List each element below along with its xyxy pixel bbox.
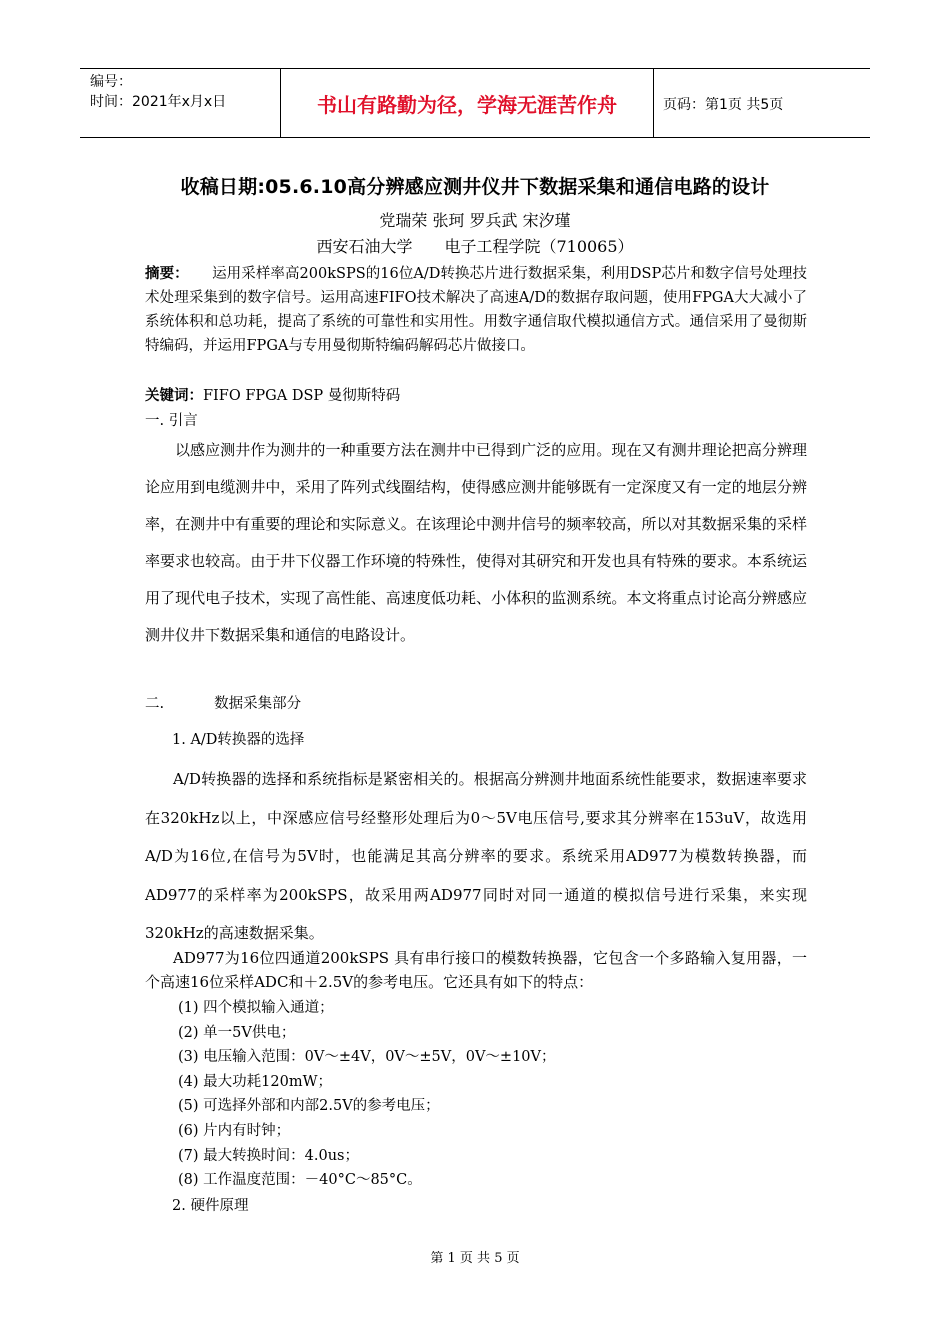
keywords-text: FIFO FPGA DSP 曼彻斯特码: [203, 388, 401, 404]
document-header: [80, 68, 870, 138]
subsection1-heading: 1. A/D转换器的选择: [172, 732, 305, 748]
page-footer: 第 1 页 共 5 页: [430, 1251, 520, 1266]
subsection2-heading: 2. 硬件原理: [172, 1198, 249, 1214]
keywords-label: 关键词：: [145, 388, 203, 404]
list-item: (8) 工作温度范围：－40°C～85°C。: [178, 1172, 422, 1189]
section2-title: 数据采集部分: [214, 696, 302, 712]
authors: 党瑞荣 张珂 罗兵武 宋汐瑾: [379, 211, 571, 230]
page-indicator: 页码：第1页 共5页: [663, 97, 784, 113]
list-item: (1) 四个模拟输入通道；: [178, 1000, 334, 1016]
ad-selection-paragraph: A/D转换器的选择和系统指标是紧密相关的。根据高分辨测井地面系统性能要求，数据速率要求在320kHz以上，中深感应信号经整形处理后为0～5V电压信号,要求其分辨率在153uV，故选用A/D为16位,在信号为5V时，也能满足其高分辨率的要求。系统采用AD977为模数转换器，而AD977的采样率为200kSPS，故采用两AD977同时对同一通道的模拟信号进行采集，来实现320kHz的高速数据采集。: [145, 770, 807, 942]
section2-heading: [145, 694, 807, 714]
abstract-text: 运用采样率高200kSPS的16位A/D转换芯片进行数据采集，利用DSP芯片和数字信号处理技术处理采集到的数字信号。运用高速FIFO技术解决了高速A/D的数据存取问题，使用FPGA大大减小了系统体积和总功耗，提高了系统的可靠性和实用性。用数字通信取代模拟通信方式。通信采用了曼彻斯特编码，并运用FPGA与专用曼彻斯特编码解码芯片做接口。: [145, 266, 808, 354]
feature-list: [178, 996, 840, 1193]
abstract-label: 摘要：: [145, 266, 189, 282]
ad977-intro-paragraph: AD977为16位四通道200kSPS 具有串行接口的模数转换器，它包含一个多路输入复用器，一个高速16位采样ADC和＋2.5V的参考电压。它还具有如下的特点：: [145, 949, 807, 991]
number-label: 编号：: [90, 74, 132, 90]
list-item: (6) 片内有时钟；: [178, 1122, 291, 1139]
motto: 书山有路勤为径，学海无涯苦作舟: [280, 69, 654, 137]
list-item: (3) 电压输入范围：0V～±4V，0V～±5V，0V～±10V；: [178, 1049, 556, 1066]
list-item: (4) 最大功耗120mW；: [178, 1073, 332, 1090]
header-meta: [80, 69, 280, 137]
article-title: 收稿日期:05.6.10高分辨感应测井仪井下数据采集和通信电路的设计: [180, 176, 770, 198]
section2-number: 二.: [145, 696, 165, 712]
list-item: (2) 单一5V供电；: [178, 1024, 296, 1041]
affiliation: 西安石油大学 电子工程学院（710065）: [316, 237, 634, 256]
section1-paragraph: 以感应测井作为测井的一种重要方法在测井中已得到广泛的应用。现在又有测井理论把高分辨理论应用到电缆测井中，采用了阵列式线圈结构，使得感应测井能够既有一定深度又有一定的地层分辨率，在测井中有重要的理论和实际意义。在该理论中测井信号的频率较高，所以对其数据采集的采样率要求也较高。由于井下仪器工作环境的特殊性，使得对其研究和开发也具有特殊的要求。本系统运用了现代电子技术，实现了高性能、高速度低功耗、小体积的监测系统。本文将重点讨论高分辨感应测井仪井下数据采集和通信的电路设计。: [145, 441, 807, 644]
section1-heading: 一. 引言: [145, 413, 198, 429]
keywords: [145, 386, 807, 406]
list-item: (5) 可选择外部和内部2.5V的参考电压；: [178, 1098, 440, 1115]
list-item: (7) 最大转换时间：4.0us；: [178, 1147, 359, 1164]
abstract: [145, 262, 807, 358]
date-label: 时间：2021年x月x日: [90, 94, 227, 110]
